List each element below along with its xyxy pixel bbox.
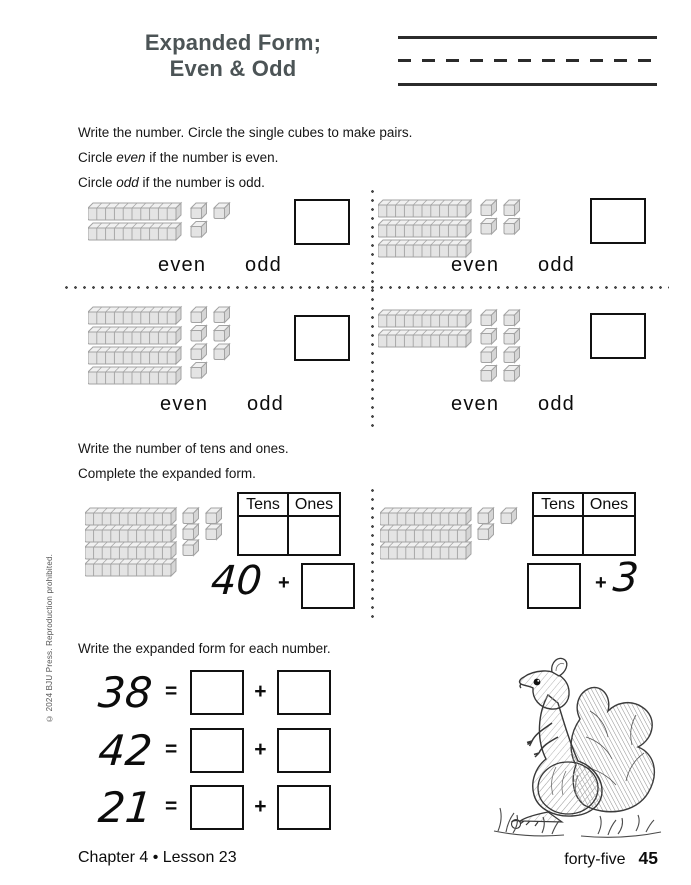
instruction-line: Circle odd if the number is odd. (78, 175, 265, 190)
odd-choice[interactable]: odd (245, 254, 282, 276)
odd-choice[interactable]: odd (538, 254, 575, 276)
odd-choice[interactable]: odd (538, 393, 575, 415)
equals-sign: = (165, 738, 178, 761)
plus-sign: + (278, 572, 290, 594)
tens-header: Tens (534, 494, 584, 517)
base-ten-blocks (378, 197, 553, 294)
copyright-notice: © 2024 BJU Press. Reproduction prohibited. (45, 553, 54, 723)
name-line-top (398, 36, 657, 39)
squirrel-illustration (486, 645, 676, 840)
even-choice[interactable]: even (160, 393, 209, 415)
ones-answer-box[interactable] (277, 728, 331, 773)
number-answer-box[interactable] (294, 199, 350, 245)
even-choice[interactable]: even (451, 393, 500, 415)
name-line-dashed (398, 59, 657, 62)
page-title-line2: Even & Odd (169, 56, 297, 81)
instruction-line: Complete the expanded form. (78, 466, 256, 481)
section3-instruction: Write the expanded form for each number. (78, 641, 331, 656)
name-line-bottom (398, 83, 657, 86)
tens-answer-box[interactable] (527, 563, 581, 609)
tens-header: Tens (239, 494, 289, 517)
tens-answer-box[interactable] (190, 785, 244, 830)
equals-sign: = (165, 795, 178, 818)
tens-cell[interactable] (239, 517, 289, 554)
ones-answer-box[interactable] (301, 563, 355, 609)
ones-header: Ones (584, 494, 634, 517)
plus-sign: + (595, 572, 607, 594)
chapter-lesson-label: Chapter 4 • Lesson 23 (78, 849, 237, 866)
ones-answer-box[interactable] (277, 670, 331, 715)
even-odd-problem-3 (88, 300, 383, 425)
ones-header: Ones (289, 494, 339, 517)
even-odd-problem-2 (378, 193, 673, 318)
page-number-word: forty-five (564, 851, 626, 868)
expanded-form-row-3 (86, 783, 331, 831)
base-ten-blocks (88, 200, 263, 297)
even-choice[interactable]: even (451, 254, 500, 276)
section2-instructions (78, 436, 289, 486)
section1-instructions (78, 120, 412, 195)
tens-ones-table (532, 492, 636, 556)
base-ten-blocks (88, 304, 263, 401)
tens-ones-table (237, 492, 341, 556)
expanded-form-problem-1 (85, 492, 380, 627)
page-title (100, 30, 366, 82)
page-title-line1: Expanded Form; (144, 30, 322, 55)
even-choice[interactable]: even (158, 254, 207, 276)
page-number-label (564, 848, 658, 869)
expanded-form-problem-2 (380, 492, 675, 627)
instruction-line: Circle even if the number is even. (78, 150, 279, 165)
base-ten-blocks (378, 307, 553, 404)
plus-sign: + (254, 738, 267, 761)
odd-choice[interactable]: odd (247, 393, 284, 415)
tens-answer-box[interactable] (190, 670, 244, 715)
plus-sign: + (254, 680, 267, 703)
plus-sign: + (254, 795, 267, 818)
ones-cell[interactable] (584, 517, 634, 554)
tens-answer-box[interactable] (190, 728, 244, 773)
even-odd-problem-4 (378, 303, 673, 428)
row-number: 21 (96, 782, 155, 832)
instruction-line: Write the number. Circle the single cubes to make pairs. (78, 125, 413, 140)
page-number-numeral: 45 (638, 848, 658, 868)
base-ten-blocks (380, 505, 530, 590)
number-answer-box[interactable] (590, 313, 646, 359)
given-ones-value: 3 (611, 555, 641, 601)
row-number: 42 (96, 725, 155, 775)
given-tens-value: 40 (209, 558, 264, 604)
row-number: 38 (96, 667, 155, 717)
expanded-form-row-2 (86, 726, 331, 774)
instruction-line: Write the number of tens and ones. (78, 441, 289, 456)
ones-answer-box[interactable] (277, 785, 331, 830)
number-answer-box[interactable] (294, 315, 350, 361)
ones-cell[interactable] (289, 517, 339, 554)
number-answer-box[interactable] (590, 198, 646, 244)
tens-cell[interactable] (534, 517, 584, 554)
equals-sign: = (165, 680, 178, 703)
expanded-form-row-1 (86, 668, 331, 716)
